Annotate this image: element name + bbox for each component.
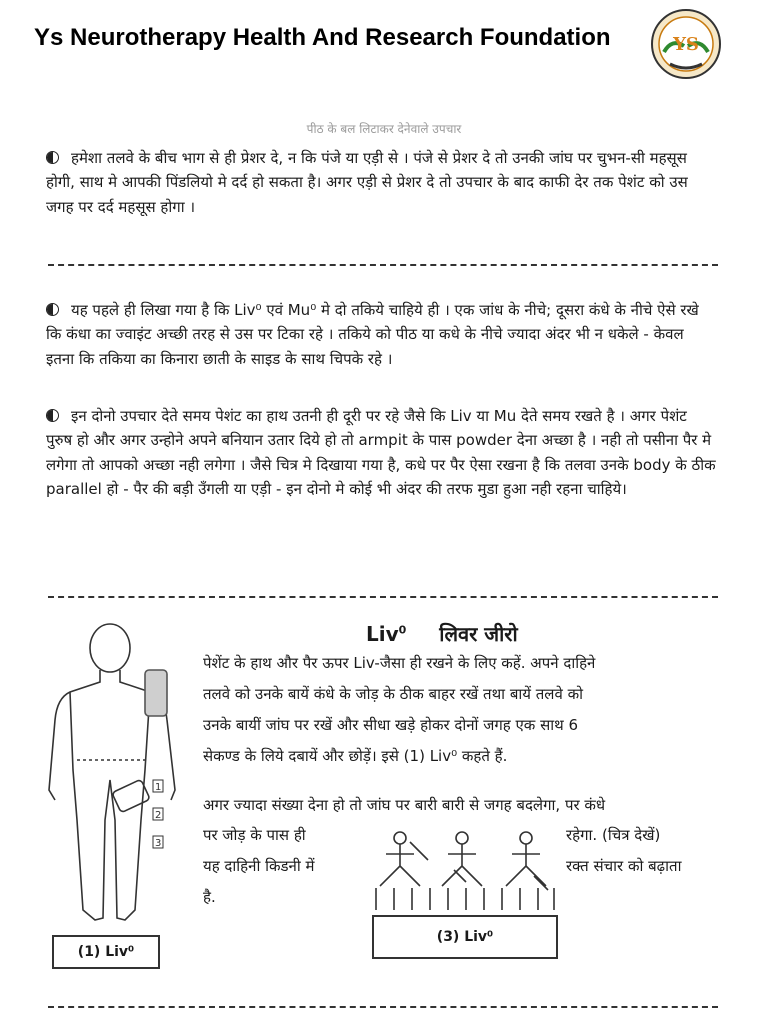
body-number-label: 2 [155,810,162,821]
body-line: रक्त संचार को बढ़ाता [566,857,682,875]
section-heading [366,620,518,647]
section-paragraph-2 [203,790,723,821]
section-body [203,648,723,772]
section-paragraph-2-left [203,820,373,913]
body-line: अगर ज्यादा संख्या देना हो तो जांघ पर बारी बारी से जगह बदलेगा, पर कंधे [203,796,606,814]
paragraph-text: हमेशा तलवे के बीच भाग से ही प्रेशर दे, न कि पंजे या एड़ी से । पंजे से प्रेशर दे तो उनकी जांघ पर चुभन-सी महसूस होगी, साथ मे आपकी पिंडलियो मे दर्द हो सकता है। अगर एड़ी से प्रेशर दे तो उपचार के बाद काफी देर तक पेशंट को उस जगह पर दर्द महसूस होगा । [46,149,688,216]
instruction-paragraph-1 [46,146,716,219]
body-number-label: 1 [155,782,162,793]
bullet-icon [46,409,59,422]
bullet-icon [46,303,59,316]
dashed-divider [48,596,718,600]
document-header [0,0,768,90]
section-subtitle: पीठ के बल लिटाकर देनेवाले उपचार [306,122,462,136]
paragraph-text: यह पहले ही लिखा गया है कि Liv⁰ एवं Mu⁰ मे दो तकिये चाहिये ही । एक जांध के नीचे; दूसरा कंधे के नीचे ऐसे रखे कि कंधा का ज्वाइंट अच्छी तरह से उस पर टिका रहे । तकिये को पीठ या कधे के नीचे ज्यादा अंदर भी न धकेले - केवल इतना कि तकिया का किनारा छाती के साइड के साथ चिपके रहे । [46,301,699,368]
section-code: Liv [366,622,399,646]
body-line: यह दाहिनी किडनी में [203,857,315,875]
body-line: पर जोड़ के पास ही [203,826,306,844]
stick-figures-illustration [370,830,560,912]
body-number-label: 3 [155,838,162,849]
body-line: है. [203,888,216,906]
section-paragraph-2-right [566,820,726,882]
body-outline-figure [25,620,200,940]
section-code-superscript: 0 [398,623,407,637]
body-line: रहेगा. (चित्र देखें) [566,826,661,844]
figure-caption-left: (1) Liv⁰ [52,935,160,969]
dashed-divider [48,264,718,268]
paragraph-text: इन दोनो उपचार देते समय पेशंट का हाथ उतनी ही दूरी पर रहे जैसे कि Liv या Mu देते समय रखते है । अगर पेशंट पुरुष हो और अगर उन्होने अपने बनियान उतार दिये हो तो armpit के पास powder देना अच्छा है । नही तो पसीना पैर मे लगेगा तो आपको अच्छा नही लगेगा । जैसे चित्र मे दिखाया गया है, कधे पर पैर ऐसा रखना है कि तलवा उनके body के ठीक parallel हो - पैर की बड़ी उँगली या एड़ी - इन दोनो मे कोई भी अंदर की तरफ मुडा हुआ नही रहना चाहिये। [46,407,716,499]
instruction-paragraph-2 [46,298,716,371]
body-line: पेशेंट के हाथ और पैर ऊपर Liv-जैसा ही रखने के लिए कहें. अपने दाहिने [203,654,596,672]
foundation-logo-icon [650,8,722,80]
dashed-divider [48,1006,718,1010]
section-hindi-title: लिवर जीरो [439,622,518,646]
instruction-paragraph-3 [46,404,716,502]
body-line: सेकण्ड के लिये दबायें और छोड़ें। इसे (1) Liv⁰ कहते हैं. [203,747,508,765]
svg-text:YS: YS [673,34,699,55]
organization-title: Ys Neurotherapy Health And Research Foundation [34,24,611,51]
body-line: उनके बायीं जांघ पर रखें और सीधा खड़े होकर दोनों जगह एक साथ 6 [203,716,579,734]
body-line: तलवे को उनके बायें कंधे के जोड़ के ठीक बाहर रखें तथा बायें तलवे को [203,685,583,703]
figure-caption-right: (3) Liv⁰ [372,915,558,959]
bullet-icon [46,151,59,164]
